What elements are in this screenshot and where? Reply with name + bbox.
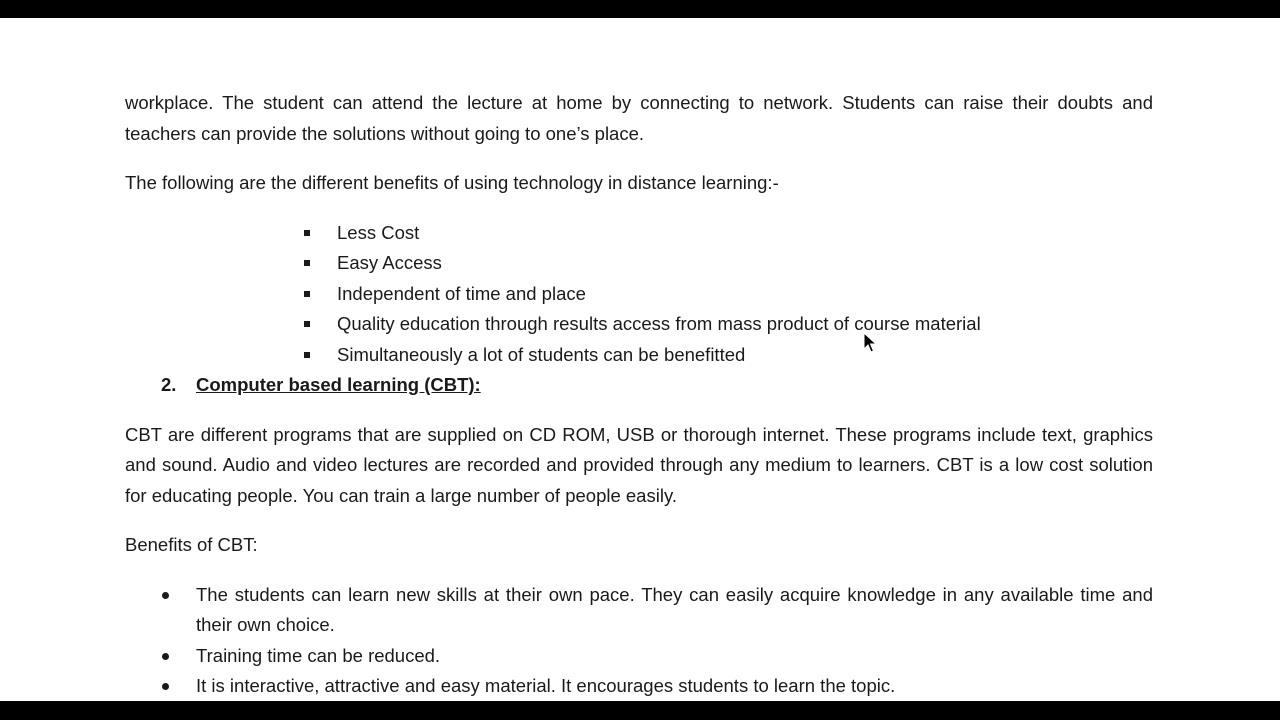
cbt-benefits-intro: Benefits of CBT:: [125, 534, 258, 555]
intro-paragraph: workplace. The student can attend the lecture at home by connecting to network. Students can raise their doubts and teachers can provide the solutions without going to one’s place.: [125, 92, 1153, 144]
benefits-intro: The following are the different benefits of using technology in distance learning:-: [125, 172, 779, 193]
list-item: The students can learn new skills at their own pace. They can easily acquire knowledge in any available time and their own choice.: [125, 580, 1153, 641]
section-title: Computer based learning (CBT):: [196, 374, 481, 395]
list-item: It is interactive, attractive and easy material. It encourages students to learn the topic.: [125, 671, 1153, 701]
cbt-benefits-list: [125, 580, 1153, 702]
section-heading: [125, 370, 1153, 401]
section-number: 2.: [161, 374, 177, 395]
document-page: [0, 18, 1280, 701]
list-item: Simultaneously a lot of students can be benefitted: [125, 340, 1153, 371]
list-item: Easy Access: [125, 248, 1153, 279]
list-item: Training time can be reduced.: [125, 641, 1153, 672]
list-item: Less Cost: [125, 218, 1153, 249]
list-item: Quality education through results access from mass product of course material: [125, 309, 1153, 340]
cbt-paragraph: CBT are different programs that are supplied on CD ROM, USB or thorough internet. These programs include text, graphics and sound. Audio and video lectures are recorded and provided through any medium to learners. CBT is a low cost solution for educating people. You can train a large number of people easily.: [125, 423, 1153, 506]
mouse-pointer-icon: [863, 332, 877, 354]
list-item: Independent of time and place: [125, 279, 1153, 310]
benefits-list: [125, 218, 1153, 371]
document-body: [125, 88, 1153, 701]
